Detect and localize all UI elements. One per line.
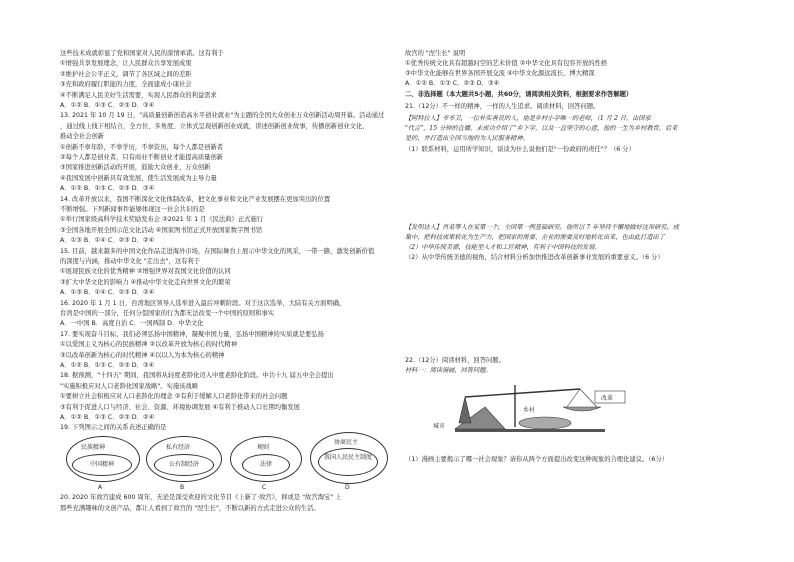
left-column-line: "实施积极应对人口老龄化国家战略"。实施该战略	[60, 382, 199, 390]
right-column-line: 二、非选择题（本大题共5小题，共60分，请阅读相关资料，根据要求作答解题）	[405, 91, 633, 98]
q21-material-line: "代言"，15 分钟的直播，未成功介绍了“乡下学，以及一直坚守的心意，他的一生为乡村教育，后来	[405, 125, 678, 132]
left-column-line: ①举行国家级高科学技术奖励发布会 ②2021 年 1 月《民法典》正式施行	[60, 216, 264, 224]
scale-cartoon	[433, 377, 645, 445]
left-column-line: A．①② B．①③ C．②③ D．③④	[60, 185, 155, 193]
oval-inner-a: 中国精神	[72, 454, 132, 476]
oval-outer-label-c: 规则	[257, 444, 270, 451]
oval-outer-label-a: 民族精神	[81, 444, 106, 451]
left-column-line: 17. 要实现奋斗目标，我们必须弘扬中国精神，凝聚中国力量，弘扬中国精神的实质就是要弘扬	[60, 330, 324, 338]
oval-inner-b: 公有制经济	[154, 454, 214, 476]
option-letter-c: C	[262, 484, 267, 491]
left-column-line: ③扩大中华文化的影响力 ④推动中华文化走向世界文化的繁荣	[60, 278, 231, 286]
left-tail-line: 20. 2020 年故宫建成 600 周年，无论是深受欢迎的文化节目《上新了·故宫》，抑或是 "故宫淘宝" 上	[60, 494, 342, 501]
left-column-line: 19. 下列图示之间的关系表述正确的是	[60, 424, 167, 432]
option-letter-a: A	[98, 484, 103, 491]
left-column-line: 18. 据预测，"十四五" 期间，我国将从轻度老龄化迈入中度老龄化阶段。中共十九 届五中全会提出	[60, 372, 334, 380]
left-column-line: ①要树立社会积极应对人口老龄化的理念 ②有利于缓解人口老龄化带来的社会问题	[60, 393, 288, 401]
left-column-line: 15. 目前，越来越多的中国文化作品走进海外市场，在国际舞台上展示中华文化的风采，一带一路，激发创新价值	[60, 247, 375, 255]
right-column-line: 故宫的 "涅生长" 说明	[405, 50, 466, 57]
q21-material-line: 【阿特拉人】爷爷卫，一位朴实善良的人，他是乡村小学唯一的老师，（1 月 2 日，由国家	[405, 115, 651, 122]
oval-outer-label-d: 协商民主	[334, 439, 359, 446]
left-column-line: ①创新不辜年龄，不辜学历，不辜资历，每个人都是创新者	[60, 143, 224, 151]
oval-inner-c: 法律	[242, 454, 290, 476]
left-tail-line: 那些充满趣味的文创产品，都让人看到了故宫的 "涅生长"，不断以新的方式走进公众的生活。	[60, 505, 320, 512]
balance-scale-illustration	[445, 377, 645, 445]
oval-outer-label-b: 私有经济	[166, 444, 191, 451]
left-column-line: 推动全社会创新	[60, 133, 105, 141]
left-column-line: ①增强共享发展理念，让人民群众共享发展成果	[60, 60, 192, 68]
left-column-line: A．①③ B．①④ C．②③ D．②④	[60, 237, 155, 245]
q21-2-material-line: 【发明达人】肖某等人在某第一个，全国第一例基础研究。他所以 7 年坚持不懈地做好这项研究，成	[405, 224, 679, 231]
left-column-line: A．①③ B．①④ C．②③ D．②④	[60, 289, 155, 297]
relationship-diagrams	[60, 432, 390, 492]
left-column-line: ①以爱国主义为核心的民族精神 ②以改革开放为核心的时代精神	[60, 341, 238, 349]
right-column-line: A．①② B．①③ C．②③ D．③④	[405, 80, 500, 87]
left-column-line: 不断增强。下列新闻事件能够体现这一社会共识的是	[60, 206, 205, 213]
option-letter-d: D	[345, 484, 350, 491]
left-column-line: ，通过线上线下相结合，全方位、多角度、立体式呈现创新创业成就，讲述创新创业故事，传播创新创业文化，	[60, 122, 369, 130]
q22-material: 材料一：阅读漫画，回答问题。	[405, 367, 492, 374]
q22-1: （1）漫画主要揭示了哪一社会现象？请你从两个方面提出改变这种现象的合理化建议。（6分）	[405, 456, 669, 463]
left-column-line: ②每个人都是创业者，只有商业不断创业才能提高质量创新	[60, 154, 224, 161]
option-letter-b: B	[180, 484, 185, 491]
left-column-line: 的深度与内涵，推动中华文化 "走出去"，这有利于	[60, 258, 201, 265]
left-column-line: ③充和政府履行职能的力度，全面建成小康社会	[60, 81, 192, 89]
right-column-line: ①优秀传统文化具有超越时空的艺术价值 ②中华文化具有包容开放的性格	[405, 60, 608, 67]
left-column-line: ③国家推进创新活动的开展，鼓励大众创业、万众创新	[60, 164, 211, 172]
left-column-line: 台湾是中国的一部分，任何分裂国家的行为都无法改变一个中国的原则和事实	[60, 310, 275, 317]
left-column-line: 13. 2021 年 10 月 19 日，"高质量创新创造高水平创业就业"为主题的全国大众创业万众创新活动周开幕。活动通过	[60, 112, 385, 120]
cartoon-label-countryside: 乡村	[523, 407, 536, 414]
q21-2-material-line: （2）中华传统美德，技能型人才和工匠精神，有利于中国科技的发展。	[405, 244, 601, 251]
right-column-line: ③中华文化能够在世界各国开展交流 ④中华文化源远流长，博大精深	[405, 70, 595, 77]
left-column-line: 16. 2020 年 1 月 1 日，台湾地区领导人选举进入最后冲刺阶段。对于这次选举，大陆有关方面明确，	[60, 299, 346, 307]
cartoon-label-city: 城市	[433, 423, 446, 430]
oval-inner-d: 我国人民民主制度	[318, 448, 378, 476]
left-column-line: A．一中国 B．高度自治 C．一国两制 D．中华文化	[60, 320, 204, 328]
left-column-line: A．①② B．①③ C．②③ D．③④	[60, 102, 155, 109]
left-column-line: ④不断满足人民美好生活需要，实现人民群众的利益需求	[60, 91, 217, 99]
right-column-line: 21.（12分）不一样的精神，一样的人生追求。阅读材料，回答问题。	[405, 103, 600, 110]
left-column-line: 这些技术成就彰显了党和国家对人民的深情承诺。这有利于	[60, 50, 224, 57]
q22-header: 22.（12分）阅读材料，回答问题。	[405, 357, 505, 364]
left-column-line: 14. 改革开放以来，我国不断深化文化体制改革，把文化事业和文化产业发展摆在更加突出的位置	[60, 195, 331, 203]
left-column-line: A．①② B．①③ C．②③ D．③④	[60, 362, 155, 369]
left-column-line: ③有利于促进人口与经济、社会、资源、环境协调发展 ④有利于推动人口长期均衡发展	[60, 403, 300, 411]
q21-material-line: 是的，并打造出全国当地的为人民服务精神。	[405, 135, 529, 142]
q21-2: （2）从中华传统美德的视角，结合材料分析加快推进改革创新事业发展的重要意义。（6 分）	[405, 254, 664, 261]
left-column-line: ④我国发展中创新具有效发展，使生活发展成为主导力量	[60, 174, 217, 182]
q21-1: （1）联系材料，运用所学知识，谈谈为什么说他们是"一份政府的责任"？（6 分）	[405, 146, 635, 153]
cartoon-label-reform: 改革	[601, 395, 614, 402]
left-column-line: A．①② B．①③ C．②③ D．②④	[60, 414, 155, 421]
left-column-line: ①展现民族文化的优秀精神 ②增强世界对我国文化价值的认同	[60, 268, 231, 276]
left-column-line: ③以改革创新为核心的时代精神 ④以以人为本为核心的精神	[60, 351, 225, 359]
left-column-line: ②维护社会公平正义，调节了各区域之间的差距	[60, 70, 192, 78]
q21-2-material-line: 集中，把科技成果转化为生产力，把国家的需要、企业的需要及时地转化出来，也由此打造出了	[405, 234, 665, 241]
left-column-line: ③全国各地开展全国示范文化活动 ④国家图书馆正式开放国家数字图书馆	[60, 226, 263, 234]
